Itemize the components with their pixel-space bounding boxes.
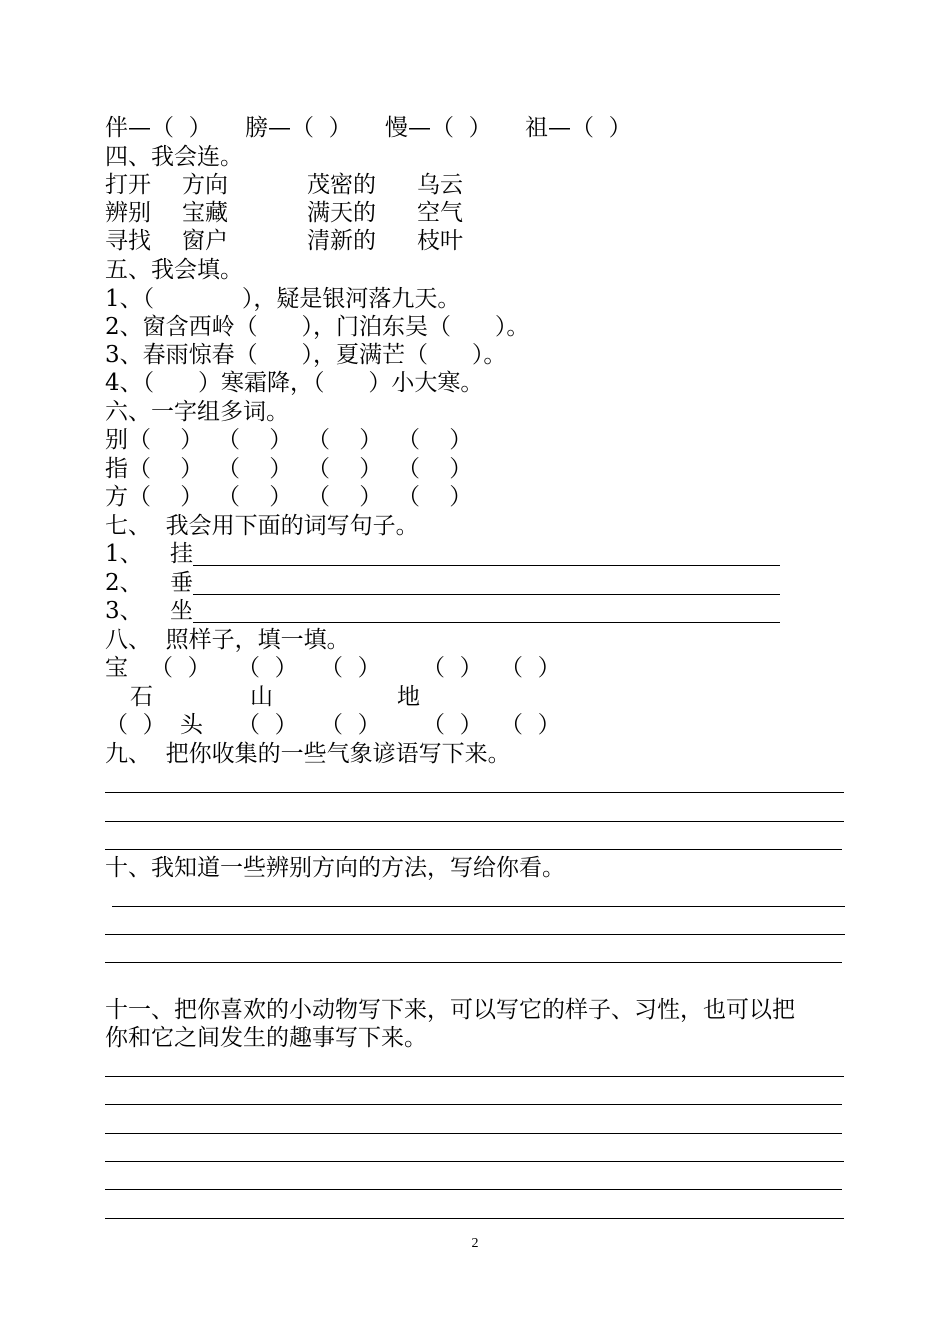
pattern-blank: （ ） (237, 712, 298, 738)
fill-item: 2、窗含西岭（ ），门泊东吴（ ）。 (105, 314, 530, 340)
answer-line[interactable] (105, 849, 842, 850)
pattern-center-char: 石 (130, 684, 153, 710)
fill-item: 3、春雨惊春（ ），夏满芒（ ）。 (105, 342, 507, 368)
sentence-number: 2、 (105, 570, 143, 596)
answer-line[interactable] (105, 1218, 844, 1219)
section-10-title: 十、我知道一些辨别方向的方法，写给你看。 (105, 855, 565, 881)
pattern-blank: （ ） (422, 655, 483, 681)
section-11-title: 十一、把你喜欢的小动物写下来，可以写它的样子、习性，也可以把 (105, 997, 795, 1023)
fill-item: 1、（ ），疑是银河落九天。 (105, 286, 461, 312)
pattern-blank: （ ） (500, 655, 561, 681)
answer-line[interactable] (105, 934, 845, 935)
section-7-title: 七、 我会用下面的词写句子。 (105, 513, 419, 539)
word-blank: （ ） (397, 427, 473, 453)
answer-line[interactable] (105, 821, 844, 822)
word-blank: （ ） (307, 484, 383, 510)
match-right-noun: 枝叶 (417, 228, 463, 254)
match-left-noun: 方向 (182, 172, 228, 198)
pattern-center-char: 山 (250, 684, 273, 710)
word-blank: （ ） (397, 456, 473, 482)
word-blank: （ ） (217, 427, 293, 453)
antonym-item: 慢—（ ） (385, 115, 492, 141)
word-blank: （ ） (397, 484, 473, 510)
pattern-blank: （ ） (422, 712, 483, 738)
pattern-center-char: 地 (397, 684, 420, 710)
match-left-noun: 宝藏 (182, 200, 228, 226)
answer-line[interactable] (105, 1133, 842, 1134)
answer-line[interactable] (105, 1104, 842, 1105)
sentence-number: 3、 (105, 598, 143, 624)
word-char: 方 (105, 484, 128, 510)
antonym-item: 伴—（ ） (105, 115, 212, 141)
sentence-number: 1、 (105, 541, 143, 567)
word-blank: （ ） (128, 456, 204, 482)
match-left-verb: 辨别 (105, 200, 151, 226)
answer-line[interactable] (105, 962, 842, 963)
answer-line[interactable] (112, 906, 845, 907)
match-right-adj: 清新的 (307, 228, 376, 254)
section-4-title: 四、我会连。 (105, 144, 243, 170)
pattern-blank: （ ） (500, 712, 561, 738)
match-right-adj: 满天的 (307, 200, 376, 226)
page-number: 2 (471, 1236, 479, 1251)
section-6-title: 六、一字组多词。 (105, 399, 289, 425)
answer-line[interactable] (193, 565, 780, 566)
antonym-item: 膀—（ ） (245, 115, 352, 141)
answer-line[interactable] (193, 622, 780, 623)
word-char: 指 (105, 456, 128, 482)
pattern-blank: （ ） (150, 655, 211, 681)
word-blank: （ ） (217, 484, 293, 510)
section-11-title-cont: 你和它之间发生的趣事写下来。 (105, 1025, 427, 1051)
answer-line[interactable] (105, 792, 844, 793)
word-blank: （ ） (128, 427, 204, 453)
match-right-noun: 空气 (417, 200, 463, 226)
word-blank: （ ） (307, 456, 383, 482)
match-left-verb: 打开 (105, 172, 151, 198)
pattern-char: 宝 (105, 655, 128, 681)
section-9-title: 九、 把你收集的一些气象谚语写下来。 (105, 741, 511, 767)
match-right-noun: 乌云 (417, 172, 463, 198)
antonym-item: 祖—（ ） (525, 115, 632, 141)
match-right-adj: 茂密的 (307, 172, 376, 198)
word-blank: （ ） (128, 484, 204, 510)
match-left-verb: 寻找 (105, 228, 151, 254)
match-left-noun: 窗户 (182, 228, 228, 254)
pattern-blank: （ ） (320, 655, 381, 681)
word-char: 别 (105, 427, 128, 453)
answer-line[interactable] (193, 594, 780, 595)
fill-item: 4、（ ）寒霜降，（ ）小大寒。 (105, 370, 484, 396)
word-blank: （ ） (217, 456, 293, 482)
word-blank: （ ） (307, 427, 383, 453)
pattern-blank: （ ） (237, 655, 298, 681)
section-5-title: 五、我会填。 (105, 257, 243, 283)
section-8-title: 八、 照样子，填一填。 (105, 627, 350, 653)
answer-line[interactable] (105, 1189, 842, 1190)
answer-line[interactable] (105, 1076, 844, 1077)
pattern-char: 头 (180, 712, 203, 738)
sentence-word: 坐 (170, 598, 193, 624)
pattern-blank: （ ） (105, 712, 166, 738)
answer-line[interactable] (105, 1161, 844, 1162)
sentence-word: 垂 (170, 570, 193, 596)
sentence-word: 挂 (170, 541, 193, 567)
pattern-blank: （ ） (320, 712, 381, 738)
